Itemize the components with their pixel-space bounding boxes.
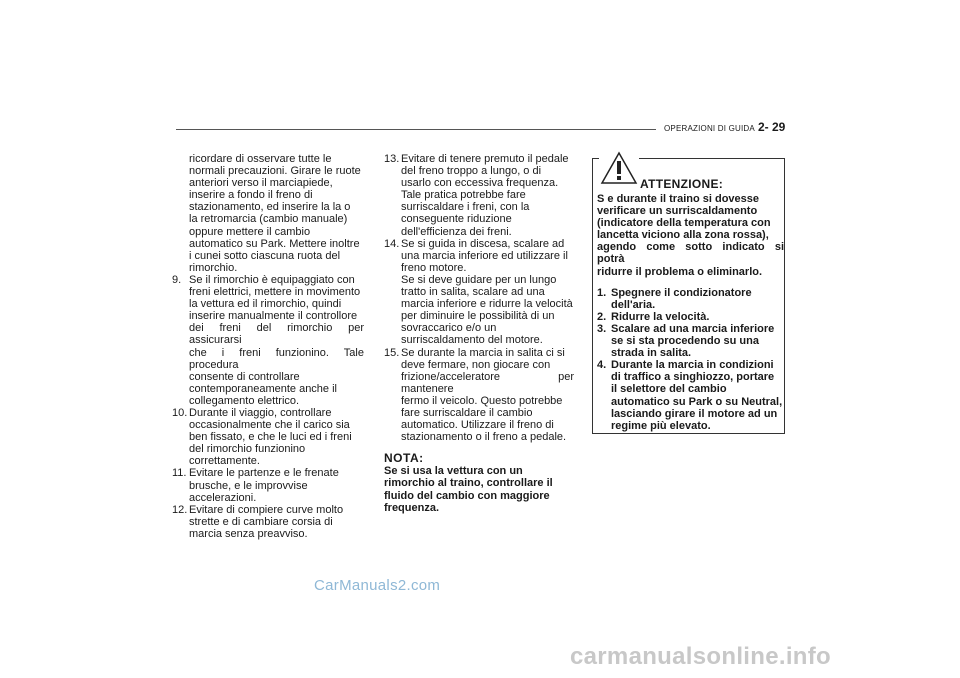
text-line: il selettore del cambio bbox=[611, 383, 727, 396]
text-line: che i freni funzionino. Tale procedura bbox=[189, 346, 364, 371]
text-line: Durante la marcia in condizioni bbox=[611, 359, 774, 372]
text-line: del freno troppo a lungo, o di bbox=[401, 165, 542, 178]
text-line: automatico. Utilizzare il freno di bbox=[401, 419, 554, 432]
text-line: per diminuire le possibilità di un bbox=[401, 310, 555, 323]
column-2 bbox=[384, 153, 574, 514]
text-line: freni elettrici, mettere in movimento bbox=[189, 286, 361, 299]
text-line: correttamente. bbox=[189, 455, 260, 468]
text-line: frizione/acceleratore per mantenere bbox=[401, 370, 574, 395]
text-line: contemporaneamente anche il bbox=[189, 382, 337, 395]
text-line: Se durante la marcia in salita ci si bbox=[401, 346, 565, 359]
text-line: freno motore. bbox=[401, 261, 467, 274]
exclamation-icon bbox=[599, 150, 639, 186]
warning-step-1 bbox=[597, 287, 784, 311]
list-item-9 bbox=[172, 274, 364, 407]
text-line: occasionalmente che il carico sia bbox=[189, 419, 350, 432]
text-line: ben fissato, e che le luci ed i freni bbox=[189, 431, 352, 444]
text-line: fermo il veicolo. Questo potrebbe bbox=[401, 394, 563, 407]
text-line: strette e di cambiare corsia di bbox=[189, 515, 333, 528]
text-line: inserire manualmente il controllore bbox=[189, 310, 358, 323]
text-line: Scalare ad una marcia inferiore bbox=[611, 322, 775, 335]
text-line: deve fermare, non giocare con bbox=[401, 358, 551, 371]
text-line: regime più elevato. bbox=[611, 419, 711, 432]
note-body bbox=[384, 465, 574, 513]
list-item-15 bbox=[384, 347, 574, 444]
step-number: 4. bbox=[597, 359, 607, 372]
item-number: 15. bbox=[384, 346, 400, 359]
warning-step-2 bbox=[597, 311, 784, 323]
text-line: automatico su Park o su Neutral, bbox=[611, 395, 783, 408]
step-number: 3. bbox=[597, 322, 607, 335]
text-line: S e durante il traino si dovesse bbox=[597, 193, 759, 205]
text-line: brusche, e le improvvise bbox=[189, 479, 308, 492]
text-line: dei freni del rimorchio per assicurarsi bbox=[189, 322, 364, 347]
item-number: 13. bbox=[384, 153, 400, 165]
text-line: accelerazioni. bbox=[189, 491, 257, 504]
text-line: oppure mettere il cambio bbox=[189, 225, 311, 238]
item-number: 9. bbox=[172, 273, 182, 286]
text-line: fare surriscaldare il cambio bbox=[401, 406, 533, 419]
text-line: stazionamento o il freno a pedale. bbox=[401, 431, 567, 444]
text-line: anteriori verso il marciapiede, bbox=[189, 177, 333, 190]
text-line: normali precauzioni. Girare le ruote bbox=[189, 165, 361, 178]
text-line: i cunei sotto ciascuna ruota del bbox=[189, 249, 341, 262]
text-line: Se il rimorchio è equipaggiato con bbox=[189, 273, 355, 286]
item-number: 10. bbox=[172, 406, 188, 419]
text-line: conseguente riduzione bbox=[401, 213, 512, 226]
list-item-13 bbox=[384, 153, 574, 238]
warning-step-4 bbox=[597, 359, 784, 432]
text-line: una marcia inferiore ed utilizzare il bbox=[401, 249, 568, 262]
text-line: Evitare le partenze e le frenate bbox=[189, 467, 339, 480]
text-line: la retromarcia (cambio manuale) bbox=[189, 213, 348, 226]
warning-steps bbox=[597, 287, 784, 432]
text-line: Ridurre la velocità. bbox=[611, 310, 710, 323]
text-line: di traffico a singhiozzo, portare bbox=[611, 371, 775, 384]
text-line: del rimorchio funzionino bbox=[189, 443, 306, 456]
text-line: surriscaldamento del motore. bbox=[401, 334, 543, 347]
text-line: stazionamento, ed inserire la la o bbox=[189, 201, 351, 214]
continued-paragraph bbox=[172, 153, 364, 274]
text-line: Se si deve guidare per un lungo bbox=[401, 273, 557, 286]
warning-body bbox=[597, 193, 784, 432]
header-rule bbox=[176, 129, 656, 130]
text-line: rimorchio al traino, controllare il bbox=[384, 477, 553, 490]
text-line: (indicatore della temperatura con bbox=[597, 217, 771, 230]
watermark-link[interactable]: CarManuals2.com bbox=[314, 577, 441, 594]
text-line: dell'efficienza dei freni. bbox=[401, 225, 512, 238]
text-line: agendo come sotto indicato si potrà bbox=[597, 241, 784, 266]
text-line: Se si usa la vettura con un bbox=[384, 465, 523, 478]
warning-step-3 bbox=[597, 323, 784, 359]
warning-title: ATTENZIONE: bbox=[640, 177, 724, 191]
watermark-footer: carmanualsonline.info bbox=[570, 643, 832, 670]
text-line: frequenza. bbox=[384, 501, 440, 514]
text-line: Se si guida in discesa, scalare ad bbox=[401, 237, 565, 250]
text-line: ridurre il problema o eliminarlo. bbox=[597, 265, 763, 278]
text-line: usarlo con eccessiva frequenza. bbox=[401, 177, 559, 190]
text-line: Evitare di compiere curve molto bbox=[189, 503, 344, 516]
text-line: marcia senza preavviso. bbox=[189, 527, 308, 540]
text-line: surriscaldare i freni, con la bbox=[401, 201, 530, 214]
note-title: NOTA: bbox=[384, 451, 424, 466]
text-line: collegamento elettrico. bbox=[189, 394, 300, 407]
list-item-11 bbox=[172, 467, 364, 503]
text-line: Spegnere il condizionatore bbox=[611, 286, 752, 299]
page-number: 2- 29 bbox=[758, 120, 786, 134]
list-item-14 bbox=[384, 238, 574, 347]
column-1 bbox=[172, 153, 364, 540]
step-number: 1. bbox=[597, 286, 607, 299]
text-line: la vettura ed il rimorchio, quindi bbox=[189, 298, 342, 311]
text-line: marcia inferiore e ridurre la velocità bbox=[401, 298, 573, 311]
text-line: lasciando girare il motore ad un bbox=[611, 407, 778, 420]
section-title: OPERAZIONI DI GUIDA bbox=[664, 124, 755, 133]
text-line: consente di controllare bbox=[189, 370, 300, 383]
text-line: ricordare di osservare tutte le bbox=[189, 153, 332, 165]
text-line: dell'aria. bbox=[611, 298, 656, 311]
list-item-12 bbox=[172, 504, 364, 540]
text-line: verificare un surriscaldamento bbox=[597, 205, 758, 218]
text-line: Tale pratica potrebbe fare bbox=[401, 189, 526, 202]
text-line: rimorchio. bbox=[189, 261, 238, 274]
list-item-10 bbox=[172, 407, 364, 467]
text-line: lancetta viciono alla zona rossa), bbox=[597, 229, 769, 242]
text-line: se si sta procedendo su una bbox=[611, 335, 759, 348]
item-number: 11. bbox=[172, 467, 187, 480]
text-line: inserire a fondo il freno di bbox=[189, 189, 313, 202]
text-line: Durante il viaggio, controllare bbox=[189, 406, 332, 419]
step-number: 2. bbox=[597, 310, 607, 323]
text-line: strada in salita. bbox=[611, 347, 692, 360]
item-number: 14. bbox=[384, 237, 400, 250]
item-number: 12. bbox=[172, 503, 188, 516]
text-line: Evitare di tenere premuto il pedale bbox=[401, 153, 569, 165]
text-line: sovraccarico e/o un bbox=[401, 322, 497, 335]
text-line: tratto in salita, scalare ad una bbox=[401, 286, 545, 299]
text-line: fluido del cambio con maggiore bbox=[384, 489, 550, 502]
text-line: automatico su Park. Mettere inoltre bbox=[189, 237, 360, 250]
